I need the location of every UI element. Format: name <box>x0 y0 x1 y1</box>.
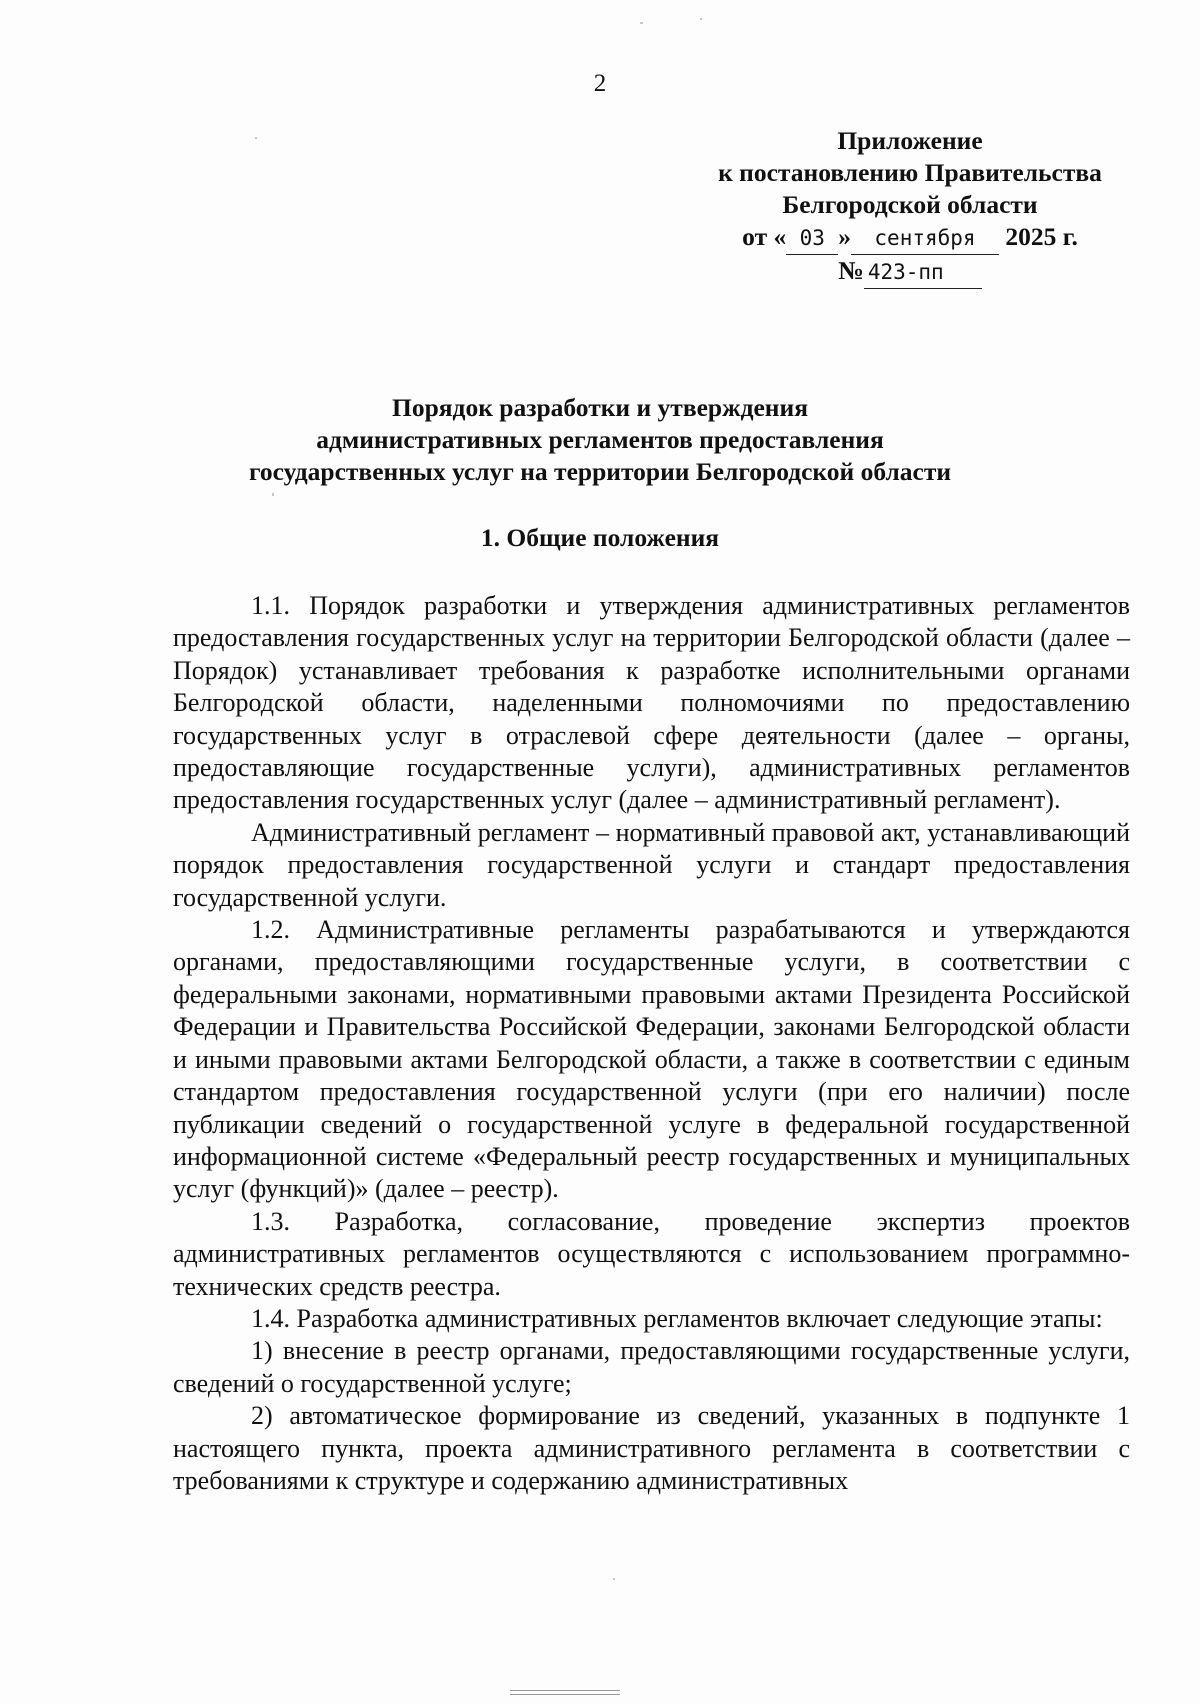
footer-divider <box>510 1690 620 1695</box>
scan-speck <box>640 22 643 24</box>
scan-speck <box>255 137 257 139</box>
number-value: 423-пп <box>864 256 982 289</box>
document-body <box>173 590 1130 1497</box>
date-day: 03 <box>786 222 838 255</box>
date-month: сентября <box>851 222 999 255</box>
date-prefix: от « <box>742 222 787 251</box>
scan-speck <box>613 1578 615 1580</box>
appendix-number <box>660 255 1160 289</box>
list-item-1: 1) внесение в реестр органами, предоставляющими государственные услуги, сведений о государственной услуге; <box>173 1336 1130 1398</box>
appendix-decree-ref: к постановлению Правительства <box>718 158 1102 187</box>
number-prefix: № <box>838 256 864 285</box>
paragraph-1-4: 1.4. Разработка административных регламентов включает следующие этапы: <box>251 1303 1103 1333</box>
scan-speck <box>700 18 702 20</box>
appendix-date <box>660 221 1160 255</box>
paragraph-1-1: 1.1. Порядок разработки и утверждения административных регламентов предоставления государственных услуг на территории Белгородской области (далее – Порядок) устанавливает требования к разработке исполнительными органами Белгородской области, наделенными полномочиями по предоставлению государственных услуг в отраслевой сфере деятельности (далее – органы, предоставляющие государственные услуги), административных регламентов предоставления государственных услуг (далее – административный регламент). <box>173 591 1130 815</box>
appendix-header <box>660 125 1160 289</box>
title-line-1: Порядок разработки и утверждения <box>391 393 808 422</box>
appendix-label: Приложение <box>837 126 983 155</box>
title-line-2: административных регламентов предоставления <box>316 425 884 454</box>
page-number: 2 <box>593 70 607 97</box>
date-mid: » <box>838 222 851 251</box>
paragraph-1-3: 1.3. Разработка, согласование, проведение экспертиз проектов административных регламентов осуществляются с использованием программно-технических средств реестра. <box>173 1206 1130 1301</box>
scan-speck <box>272 493 274 496</box>
title-line-3: государственных услуг на территории Белгородской области <box>248 457 952 486</box>
appendix-region: Белгородской области <box>782 190 1038 219</box>
paragraph-definition: Административный регламент – нормативный правовой акт, устанавливающий порядок предоставления государственной услуги и стандарт предоставления государственной услуги. <box>173 817 1130 912</box>
paragraph-1-2: 1.2. Административные регламенты разрабатываются и утверждаются органами, предоставляющими государственные услуги, в соответствии с федеральными законами, нормативными правовыми актами Президента Российской Федерации и Правительства Российской Федерации, законами Белгородской области и иными правовыми актами Белгородской области, а также в соответствии с единым стандартом предоставления государственной услуги (при его наличии) после публикации сведений о государственной услуге в федеральной государственной информационной системе «Федеральный реестр государственных и муниципальных услуг (функций)» (далее – реестр). <box>173 915 1130 1204</box>
section-heading: 1. Общие положения <box>480 523 720 552</box>
list-item-2: 2) автоматическое формирование из сведений, указанных в подпункте 1 настоящего пункта, проекта административного регламента в соответствии с требованиями к структуре и содержанию административных <box>173 1401 1130 1495</box>
document-title <box>0 392 1200 488</box>
date-year: 2025 г. <box>1005 222 1078 251</box>
